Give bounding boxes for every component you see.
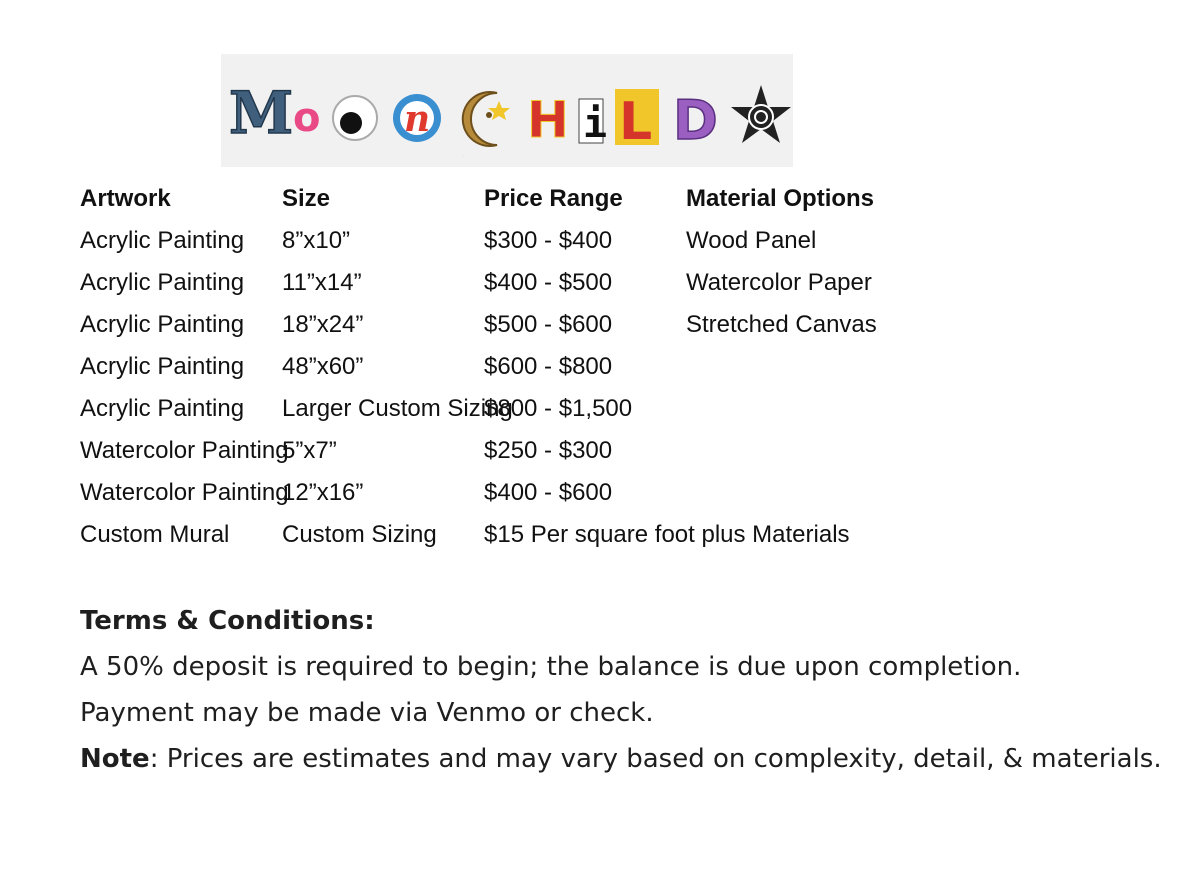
logo-letter-m [229, 79, 293, 147]
note-text: : Prices are estimates and may vary based on complexity, detail, & materials. [149, 744, 1162, 774]
svg-text:D: D [673, 88, 718, 152]
table-row [80, 430, 980, 472]
svg-text:i: i [583, 100, 608, 147]
header-artwork: Artwork [80, 185, 171, 212]
material-cell: Watercolor Paper [686, 269, 872, 296]
size-cell: 48”x60” [282, 353, 364, 380]
size-cell: Larger Custom Sizing [282, 395, 513, 422]
artwork-cell: Acrylic Painting [80, 353, 245, 380]
svg-text:n: n [404, 97, 431, 140]
moon-face-icon [463, 92, 510, 158]
terms-section [80, 598, 1162, 782]
size-cell: 5”x7” [282, 437, 337, 464]
header-material-options: Material Options [686, 185, 875, 212]
price-cell: $250 - $300 [484, 437, 613, 464]
price-table [80, 178, 980, 556]
size-cell: 11”x14” [282, 269, 362, 296]
table-row [80, 388, 980, 430]
logo-letter-h [527, 91, 569, 149]
price-cell: $400 - $500 [484, 269, 613, 296]
terms-payment-line: Payment may be made via Venmo or check. [80, 698, 654, 728]
googly-eye-icon [333, 96, 377, 140]
size-cell: 8”x10” [282, 227, 351, 254]
table-row [80, 346, 980, 388]
logo-letter-n-disc [393, 94, 441, 142]
svg-text:L: L [619, 91, 653, 152]
price-cell: $600 - $800 [484, 353, 613, 380]
logo-letter-l [615, 89, 659, 152]
svg-text:M: M [229, 78, 294, 147]
note-label: Note [80, 744, 150, 774]
header-size: Size [282, 185, 331, 212]
price-cell: $800 - $1,500 [484, 395, 633, 422]
logo-letter-d [673, 89, 718, 152]
table-row [80, 304, 980, 346]
table-row [80, 220, 980, 262]
logo-letter-i [579, 99, 607, 147]
artwork-cell: Acrylic Painting [80, 227, 245, 254]
size-cell: 12”x16” [282, 479, 364, 506]
svg-text:o: o [293, 94, 321, 141]
material-cell: Stretched Canvas [686, 311, 877, 338]
material-cell: Wood Panel [686, 227, 817, 254]
artwork-cell: Watercolor Painting [80, 479, 289, 506]
terms-heading: Terms & Conditions: [80, 606, 375, 636]
size-cell: Custom Sizing [282, 521, 437, 548]
spiral-star-icon [731, 85, 791, 143]
price-cell: $500 - $600 [484, 311, 613, 338]
price-cell: $400 - $600 [484, 479, 613, 506]
artwork-cell: Watercolor Painting [80, 437, 289, 464]
logo-artwork [227, 61, 787, 161]
artwork-cell: Acrylic Painting [80, 311, 245, 338]
table-row [80, 514, 980, 556]
svg-text:C: C [463, 156, 464, 158]
table-row [80, 262, 980, 304]
header-price-range: Price Range [484, 185, 623, 212]
logo-letter-o [293, 95, 320, 141]
artwork-cell: Acrylic Painting [80, 269, 245, 296]
artwork-cell: Custom Mural [80, 521, 230, 548]
terms-deposit-line: A 50% deposit is required to begin; the balance is due upon completion. [80, 652, 1022, 682]
artwork-cell: Acrylic Painting [80, 395, 245, 422]
brand-logo [221, 54, 793, 167]
price-cell: $15 Per square foot plus Materials [484, 521, 850, 548]
price-cell: $300 - $400 [484, 227, 613, 254]
table-row [80, 472, 980, 514]
svg-text:H: H [527, 90, 569, 149]
terms-note-line [80, 736, 1162, 782]
table-header-row [80, 178, 980, 220]
size-cell: 18”x24” [282, 311, 364, 338]
